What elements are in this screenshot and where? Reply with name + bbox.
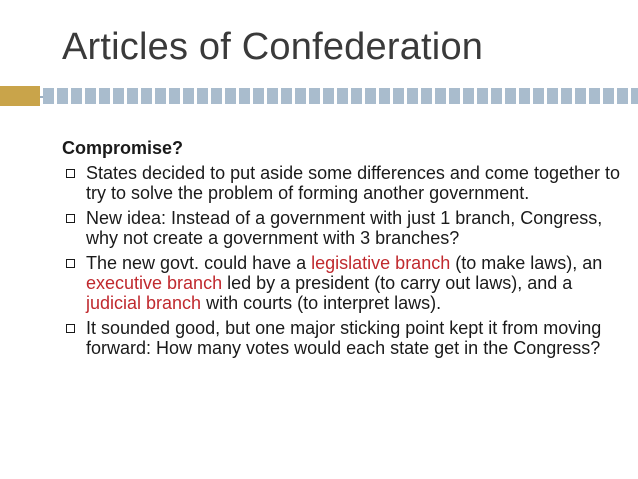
bullet-item [62,208,622,248]
square-bullet-icon [66,324,75,333]
square-bullet-icon [66,259,75,268]
slide-body [62,138,622,363]
executive-branch-highlight: executive branch [86,273,223,293]
section-heading: Compromise? [62,138,184,158]
bullet-item [62,163,622,203]
bullet-text: States decided to put aside some differences and come together to try to solve the problem of forming another government. [86,163,621,203]
bullet-text-part: (to make laws), an [450,253,603,273]
divider-blue-blocks [43,88,638,104]
bullet-text: New idea: Instead of a government with just 1 branch, Congress, why not create a government with 3 branches? [86,208,603,248]
bullet-list [62,163,622,358]
slide-title: Articles of Confederation [62,26,484,68]
bullet-text-part: The new govt. could have a [86,253,312,273]
bullet-item [62,253,622,313]
bullet-text: It sounded good, but one major sticking point kept it from moving forward: How many votes would each state get in the Congress? [86,318,602,358]
square-bullet-icon [66,214,75,223]
divider-gold-block [0,86,40,106]
judicial-branch-highlight: judicial branch [86,293,202,313]
legislative-branch-highlight: legislative branch [311,253,451,273]
bullet-text-part: led by a president (to carry out laws), and a [222,273,573,293]
divider-gold-block-wrap [0,86,40,106]
square-bullet-icon [66,169,75,178]
bullet-item [62,318,622,358]
bullet-text-part: with courts (to interpret laws). [201,293,442,313]
